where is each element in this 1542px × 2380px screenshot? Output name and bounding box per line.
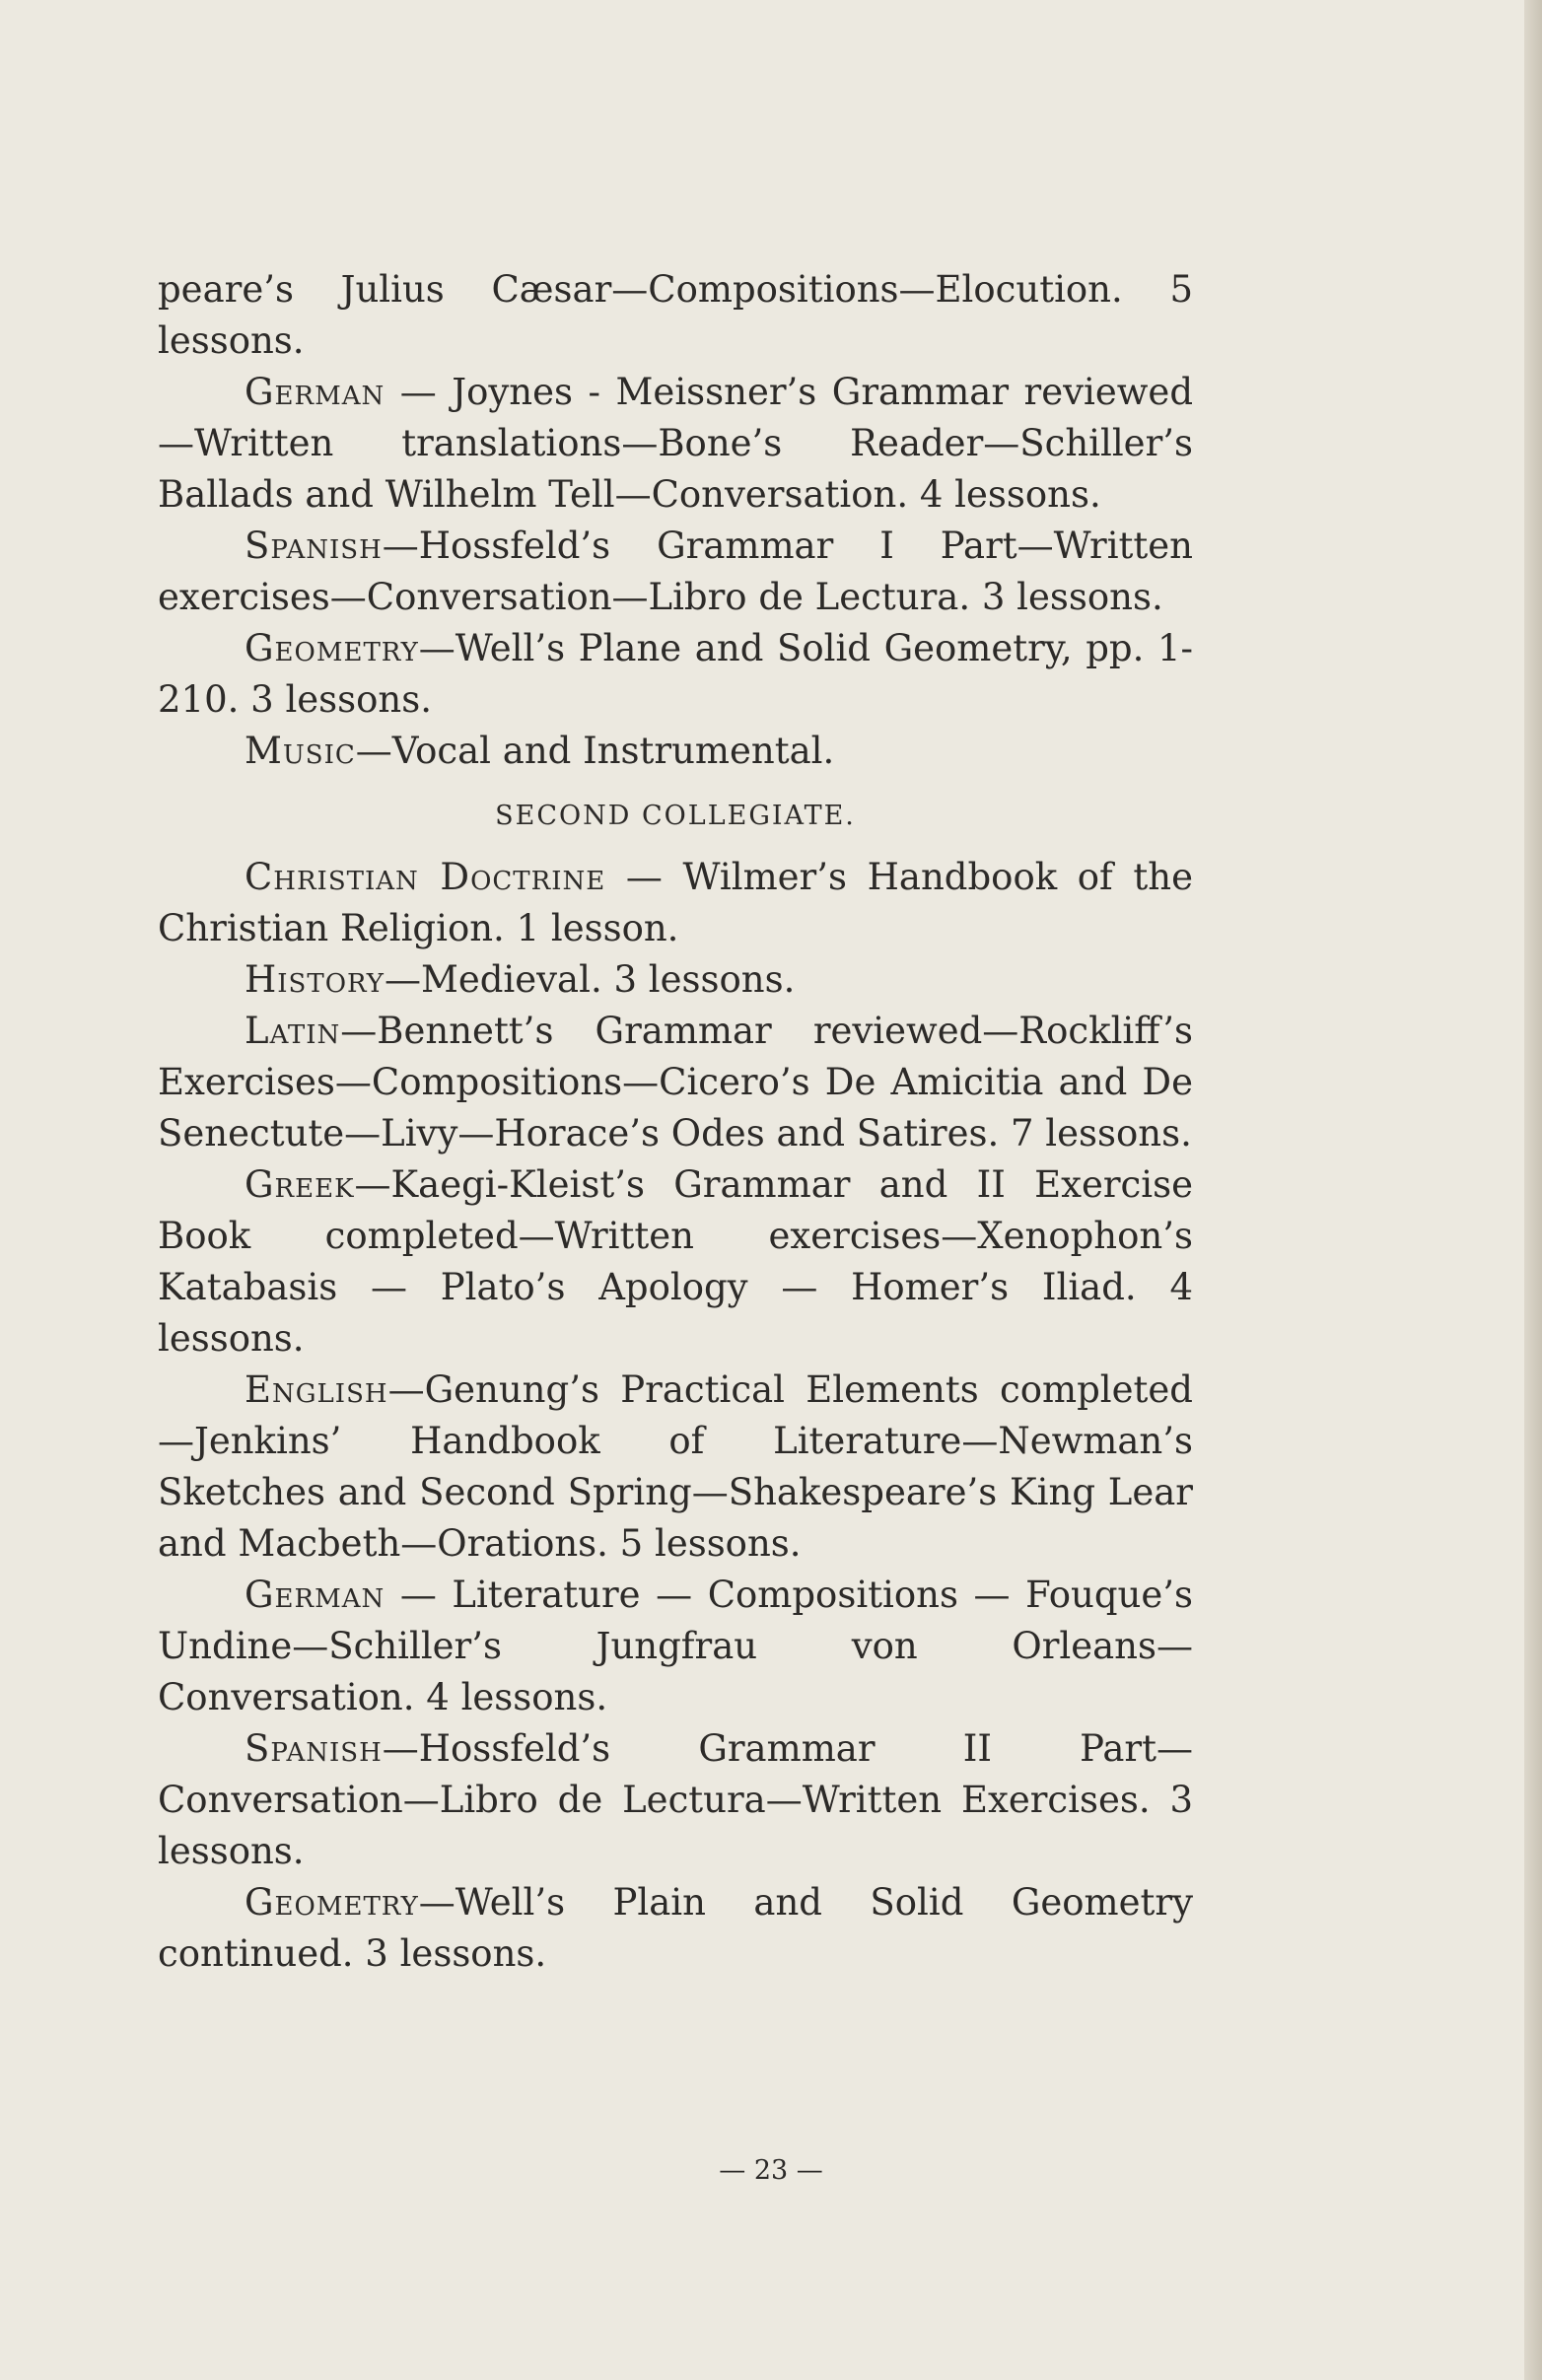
subject-name: Latin: [245, 1010, 341, 1052]
page-body: [158, 264, 1193, 1980]
course-entry-geometry-2: [158, 1877, 1193, 1980]
course-description: — Literature — Compositions — Fouque’s Undine—Schiller’s Jungfrau von Orleans—Conversation. 4 lessons.: [158, 1574, 1193, 1718]
course-description: — Wilmer’s Handbook of the Christian Religion. 1 lesson.: [158, 856, 1193, 949]
subject-name: Spanish: [245, 1727, 383, 1770]
subject-name: English: [245, 1368, 388, 1411]
course-entry-geometry-1: [158, 623, 1193, 726]
subject-name: Spanish: [245, 525, 383, 567]
subject-name: German: [245, 371, 386, 413]
course-description: — Joynes - Meissner’s Grammar reviewed—Written translations—Bone’s Reader—Schiller’s Ballads and Wilhelm Tell—Conversation. 4 lessons.: [158, 371, 1193, 516]
subject-name: Music: [245, 730, 356, 772]
course-description: —Vocal and Instrumental.: [355, 730, 835, 772]
course-entry-greek: [158, 1159, 1193, 1365]
course-description: —Well’s Plain and Solid Geometry continued. 3 lessons.: [158, 1881, 1193, 1975]
subject-name: Greek: [245, 1163, 355, 1206]
course-description: —Medieval. 3 lessons.: [384, 958, 796, 1001]
subject-name: Christian Doctrine: [245, 856, 606, 898]
continued-paragraph: [158, 264, 1193, 367]
subject-name: Geometry: [245, 1881, 419, 1924]
page-number: — 23 —: [719, 2155, 823, 2186]
paragraph-text: peare’s Julius Cæsar—Compositions—Elocution. 5 lessons.: [158, 268, 1193, 362]
course-description: —Well’s Plane and Solid Geometry, pp. 1-210. 3 lessons.: [158, 627, 1193, 721]
section-heading: SECOND COLLEGIATE.: [495, 801, 856, 831]
course-entry-music: [158, 726, 1193, 777]
course-description: —Kaegi-Kleist’s Grammar and II Exercise Book completed—Written exercises—Xenophon’s Katabasis — Plato’s Apology — Homer’s Iliad. 4 lessons.: [158, 1163, 1193, 1360]
course-entry-english: [158, 1365, 1193, 1570]
course-entry-german-1: [158, 367, 1193, 521]
subject-name: History: [245, 958, 385, 1001]
page-edge-shadow: [1524, 0, 1542, 2380]
course-entry-christian-doctrine: [158, 852, 1193, 954]
course-description: —Hossfeld’s Grammar I Part—Written exercises—Conversation—Libro de Lectura. 3 lessons.: [158, 525, 1193, 618]
course-entry-history: [158, 954, 1193, 1006]
subject-name: Geometry: [245, 627, 419, 669]
course-description: —Bennett’s Grammar reviewed—Rockliff’s Exercises—Compositions—Cicero’s De Amicitia and De Senectute—Livy—Horace’s Odes and Satires. 7 lessons.: [158, 1010, 1193, 1155]
course-description: —Genung’s Practical Elements completed—Jenkins’ Handbook of Literature—Newman’s Sketches and Second Spring—Shakespeare’s King Lear and Macbeth—Orations. 5 lessons.: [158, 1368, 1193, 1565]
course-entry-spanish-1: [158, 521, 1193, 623]
course-entry-latin: [158, 1006, 1193, 1159]
course-entry-spanish-2: [158, 1723, 1193, 1877]
subject-name: German: [245, 1574, 386, 1616]
course-entry-german-2: [158, 1570, 1193, 1723]
course-description: —Hossfeld’s Grammar II Part—Conversation—Libro de Lectura—Written Exercises. 3 lessons.: [158, 1727, 1193, 1872]
